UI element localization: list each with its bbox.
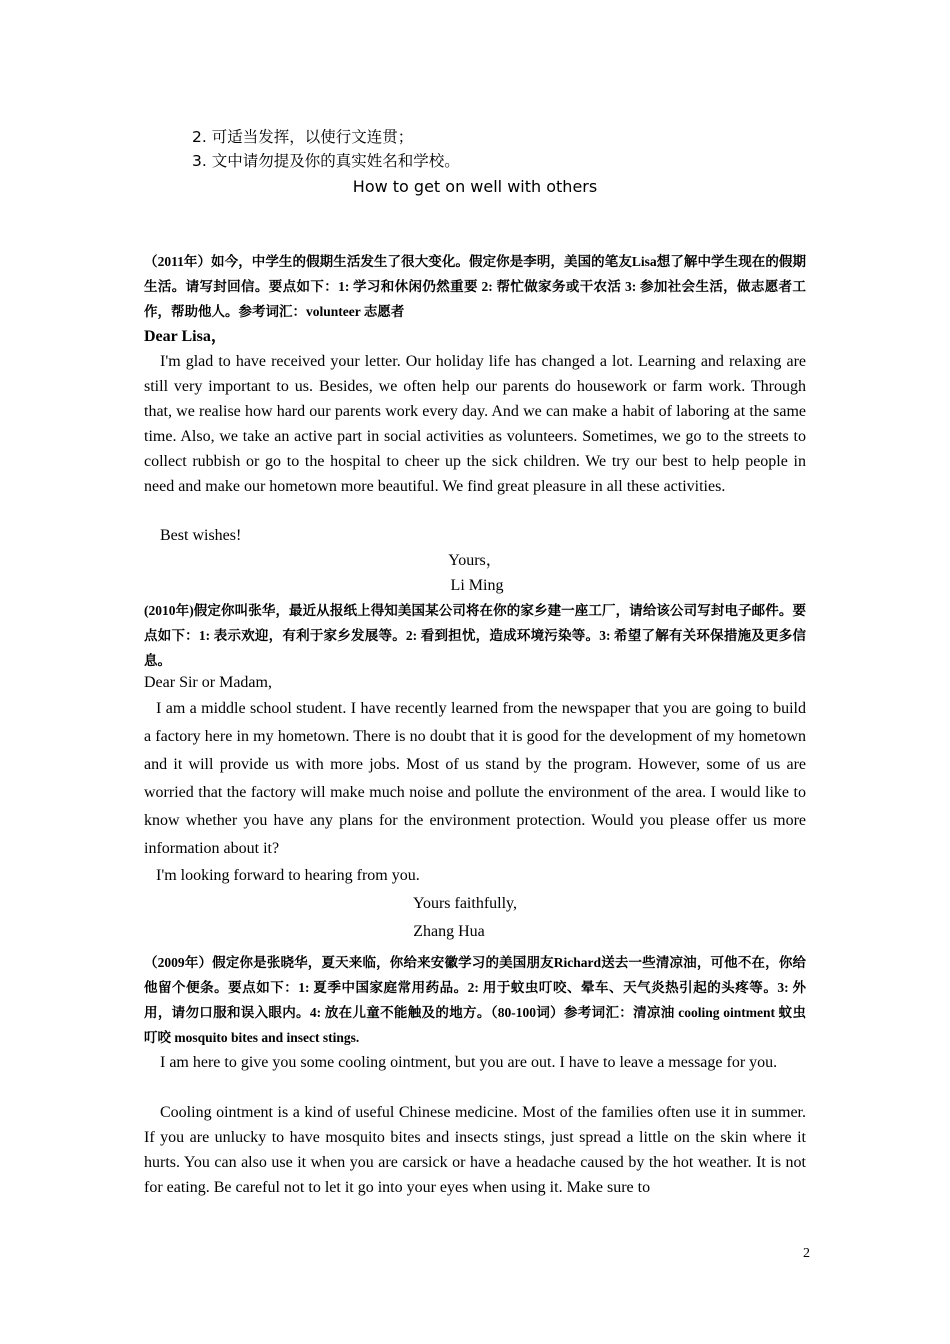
body-2011: I'm glad to have received your letter. Our holiday life has changed a lot. Learning and relaxing are still very important to us. Besides, we often help our parents do housework or farm work. Through that, we realise how hard our parents work every day. And we can make a habit of laboring at the same time. Also, we take an active part in social activities as volunteers. Sometimes, we go to the streets to collect rubbish or go to the hospital to cheer up the sick children. We try our best to help people in need and make our hometown more beautiful. We find great pleasure in all these activities.: [144, 353, 806, 495]
instruction-line-2: 2. 可适当发挥，以使行文连贯；: [192, 128, 414, 146]
signoff-2011: Yours，: [448, 552, 502, 569]
prompt-2011: （2011年）如今，中学生的假期生活发生了很大变化。假定你是李明，美国的笔友Lisa想了解中学生现在的假期生活。请写封回信。要点如下：1: 学习和休闲仍然重要 2: 帮忙做家务或干农活 3: 参加社会生活，做志愿者工作，帮助他人。参考词汇：volunteer 志愿者: [144, 254, 806, 319]
prompt-2010: (2010年)假定你叫张华，最近从报纸上得知美国某公司将在你的家乡建一座工厂，请给该公司写封电子邮件。要点如下：1: 表示欢迎，有利于家乡发展等。2: 看到担忧，造成环境污染等。3: 希望了解有关环保措施及更多信息。: [144, 603, 806, 668]
signoff-2010: Yours faithfully,: [412, 895, 517, 912]
body-2010: I am a middle school student. I have recently learned from the newspaper that you are going to build a factory here in my hometown. There is no doubt that it is good for the development of my hometown and it will provide us with more jobs. Most of us stand by the program. However, some of us are worried that the factory will make much noise and pollute the environment of the area. I would like to know whether you have any plans for the environment protection. Would you please offer us more information about it?: [144, 700, 806, 857]
greeting-2010: Dear Sir or Madam,: [144, 674, 272, 691]
name-2011: Li Ming: [450, 577, 504, 594]
para1-2009: I am here to give you some cooling ointment, but you are out. I have to leave a message for you.: [160, 1054, 778, 1071]
prompt-2009: （2009年）假定你是张晓华，夏天来临，你给来安徽学习的美国朋友Richard送去一些清凉油，可他不在，你给他留个便条。要点如下：1: 夏季中国家庭常用药品。2: 用于蚊虫叮咬、晕车、天气炎热引起的头疼等。3: 外用，请勿口服和误入眼内。4: 放在儿童不能触及的地方。（80-100词）参考词汇：清凉油 cooling ointment 蚊虫叮咬 mosquito bites and insect stings.: [144, 955, 806, 1045]
instruction-line-3: 3. 文中请勿提及你的真实姓名和学校。: [192, 152, 460, 170]
page-number: 2: [803, 1246, 810, 1261]
closing-2011: Best wishes!: [160, 527, 242, 544]
essay-title: How to get on well with others: [352, 177, 598, 196]
greeting-2011: Dear Lisa，: [144, 328, 227, 345]
para2-2009: Cooling ointment is a kind of useful Chinese medicine. Most of the families often use it in summer. If you are unlucky to have mosquito bites and insects stings, just spread a little on the skin where it hurts. You can also use it when you are carsick or have a headache caused by the hot weather. It is not for eating. Be careful not to let it go into your eyes when using it. Make sure to: [144, 1104, 806, 1196]
name-2010: Zhang Hua: [413, 923, 485, 940]
closing-2010: I'm looking forward to hearing from you.: [156, 867, 420, 884]
